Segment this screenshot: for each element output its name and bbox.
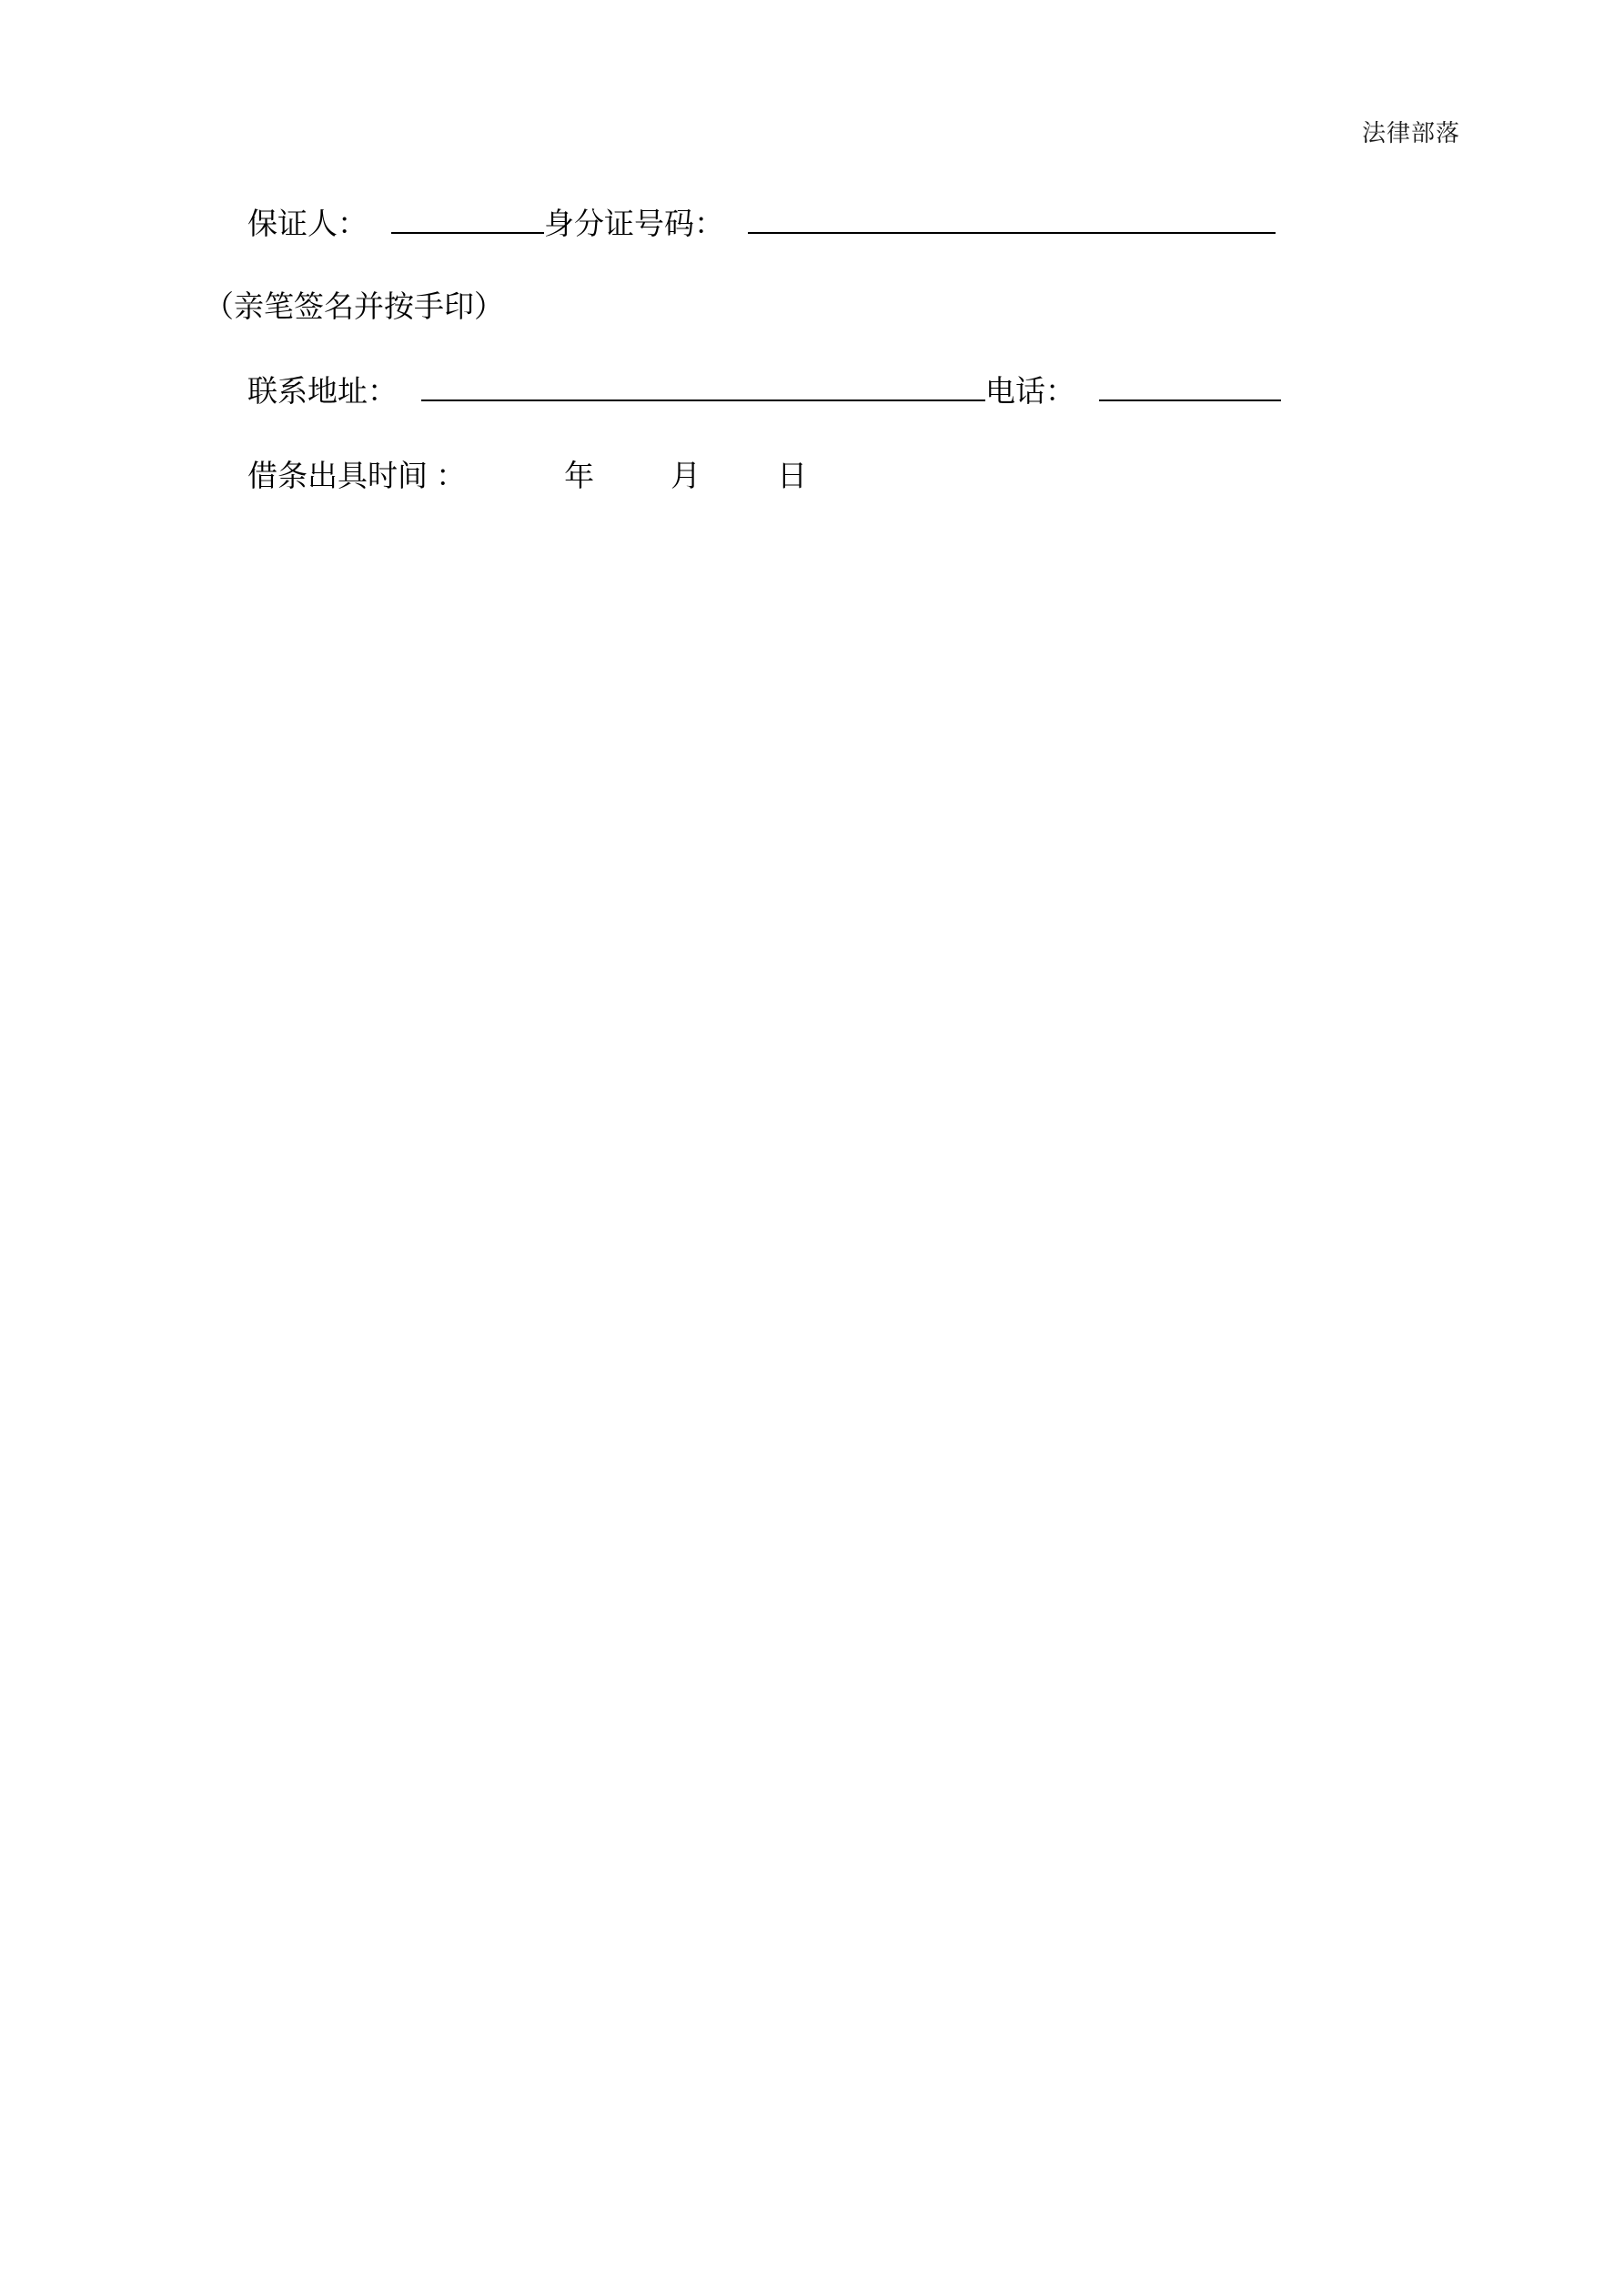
site-brand-watermark: 法律部落: [1361, 120, 1460, 147]
signature-note-row: [204, 291, 1430, 321]
address-field[interactable]: [421, 372, 985, 401]
day-unit: 日: [777, 459, 808, 492]
id-number-label: 身分证号码：: [544, 207, 724, 240]
date-row: [247, 460, 1430, 491]
guarantor-row: [247, 205, 1430, 238]
date-label: 借条出具时间 ：: [247, 459, 467, 492]
id-number-field[interactable]: [748, 205, 1276, 234]
phone-label: 电话：: [985, 374, 1075, 408]
address-row: [247, 372, 1430, 406]
year-unit: 年: [564, 459, 595, 492]
phone-field[interactable]: [1099, 372, 1281, 401]
month-unit: 月: [671, 459, 701, 492]
guarantor-signature-field[interactable]: [391, 205, 544, 234]
address-label: 联系地址：: [247, 374, 398, 408]
form-body: [204, 205, 1430, 492]
signature-note: （亲笔签名并按手印）: [204, 289, 504, 323]
guarantor-label: 保证人：: [247, 207, 368, 240]
